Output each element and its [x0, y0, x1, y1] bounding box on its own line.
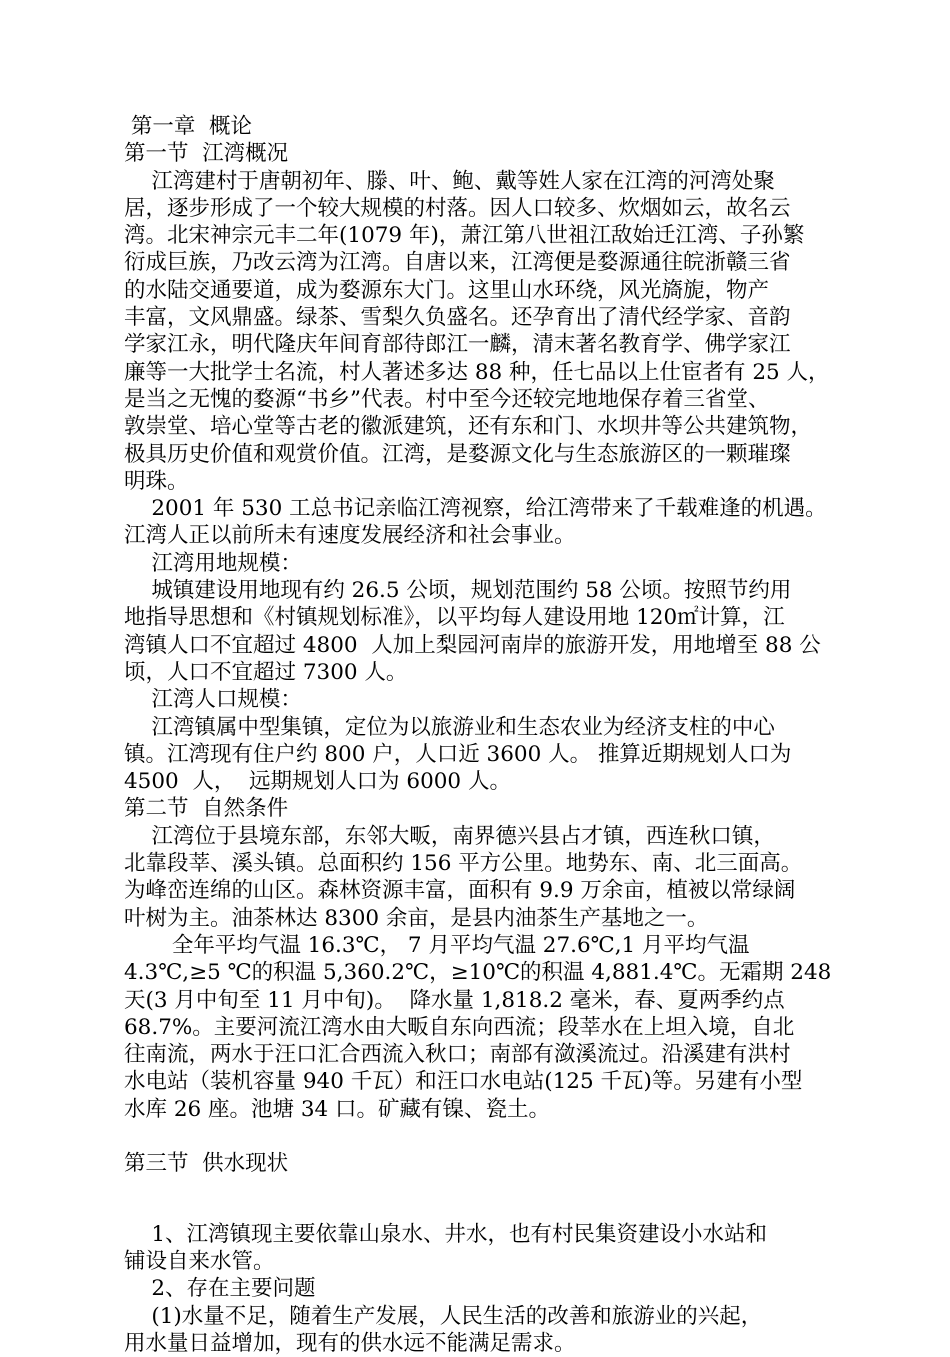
- paragraph-line: 衍成巨族，乃改云湾为江湾。自唐以来，江湾便是婺源通往皖浙赣三省: [124, 250, 791, 276]
- paragraph-line: 江湾人正以前所未有速度发展经济和社会事业。: [124, 523, 576, 549]
- paragraph-line: 叶树为主。油茶林达 8300 余亩，是县内油茶生产基地之一。: [124, 905, 709, 931]
- blank-line: [124, 1123, 842, 1150]
- paragraph-line: 水库 26 座。池塘 34 口。矿藏有镍、瓷土。: [124, 1096, 551, 1122]
- paragraph-line: 居，逐步形成了一个较大规模的村落。因人口较多、炊烟如云，故名云: [124, 195, 791, 221]
- paragraph-line: 的水陆交通要道，成为婺源东大门。这里山水环绕，风光旖旎，物产: [124, 277, 770, 303]
- paragraph-line: 镇。江湾现有住户约 800 户，人口近 3600 人。 推算近期规划人口为: [124, 741, 792, 767]
- paragraph-line: 敦崇堂、培心堂等古老的徽派建筑，还有东和门、水坝井等公共建筑物，: [124, 414, 813, 440]
- paragraph-line: 4.3℃,≥5 ℃的积温 5,360.2℃，≥10℃的积温 4,881.4℃。无霜期 248: [124, 960, 832, 986]
- paragraph-line: 全年平均气温 16.3℃， 7 月平均气温 27.6℃,1 月平均气温: [124, 932, 750, 958]
- paragraph-line: 明珠。: [124, 468, 189, 494]
- paragraph-line: 湾。北宋神宗元丰二年(1079 年)，萧江第八世祖江敌始迁江湾、子孙繁: [124, 223, 805, 249]
- paragraph-line: 江湾建村于唐朝初年、滕、叶、鲍、戴等姓人家在江湾的河湾处聚: [124, 168, 775, 194]
- paragraph-line: 学家江永，明代隆庆年间育部待郎江一麟，清末著名教育学、佛学家江: [124, 332, 791, 358]
- paragraph-line: 水电站（装机容量 940 千瓦）和汪口水电站(125 千瓦)等。另建有小型: [124, 1069, 803, 1095]
- paragraph-line: 地指导思想和《村镇规划标准》，以平均每人建设用地 120㎡计算，江: [124, 605, 785, 631]
- paragraph-line: 顷，人口不宜超过 7300 人。: [124, 659, 408, 685]
- section-heading: 第一节 江湾概况: [124, 141, 289, 167]
- subheading: 江湾人口规模：: [124, 687, 302, 713]
- subheading: 2、存在主要问题: [124, 1276, 316, 1302]
- paragraph-line: 为峰峦连绵的山区。森林资源丰富，面积有 9.9 万余亩，植被以常绿阔: [124, 878, 796, 904]
- paragraph-line: 铺设自来水管。: [124, 1249, 275, 1275]
- paragraph-line: 湾镇人口不宜超过 4800 人加上梨园河南岸的旅游开发，用地增至 88 公: [124, 632, 821, 658]
- paragraph-line: 天(3 月中旬至 11 月中旬)。 降水量 1,818.2 毫米，春、夏两季约点: [124, 987, 785, 1013]
- paragraph-line: 极具历史价值和观赏价值。江湾，是婺源文化与生态旅游区的一颗璀璨: [124, 441, 791, 467]
- section-heading: 第二节 自然条件: [124, 796, 289, 822]
- blank-line: [124, 1178, 842, 1205]
- chapter-title: 第一章 概论: [124, 114, 253, 139]
- paragraph-line: 廉等一大批学士名流，村人著述多达 88 种，任七品以上仕宦者有 25 人，: [124, 359, 830, 385]
- paragraph-line: 是当之无愧的婺源“书乡”代表。村中至今还较完地地保存着三省堂、: [124, 386, 770, 412]
- document-body: [124, 113, 842, 1357]
- paragraph-line: 江湾镇属中型集镇，定位为以旅游业和生态农业为经济支柱的中心: [124, 714, 775, 740]
- paragraph-line: 2001 年 530 工总书记亲临江湾视察，给江湾带来了千载难逢的机遇。: [124, 496, 827, 522]
- paragraph-line: 用水量日益增加，现有的供水远不能满足需求。: [124, 1331, 576, 1357]
- section-heading: 第三节 供水现状: [124, 1151, 289, 1177]
- paragraph-line: 1、江湾镇现主要依靠山泉水、井水，也有村民集资建设小水站和: [124, 1221, 768, 1247]
- blank-line: [124, 1205, 842, 1221]
- paragraph-line: 往南流，两水于汪口汇合西流入秋口；南部有潋溪流过。沿溪建有洪村: [124, 1042, 791, 1068]
- subheading: 江湾用地规模：: [124, 550, 302, 576]
- paragraph-line: 68.7%。主要河流江湾水由大畈自东向西流；段莘水在上坦入境，自北: [124, 1014, 795, 1040]
- paragraph-line: 4500 人， 远期规划人口为 6000 人。: [124, 769, 511, 795]
- paragraph-line: 北靠段莘、溪头镇。总面积约 156 平方公里。地势东、南、北三面高。: [124, 851, 803, 877]
- paragraph-line: 江湾位于县境东部，东邻大畈，南界德兴县占才镇，西连秋口镇，: [124, 823, 775, 849]
- paragraph-line: 丰富，文风鼎盛。绿茶、雪梨久负盛名。还孕育出了清代经学家、音韵: [124, 305, 791, 331]
- paragraph-line: 城镇建设用地现有约 26.5 公顷，规划范围约 58 公顷。按照节约用: [124, 578, 792, 604]
- paragraph-line: (1)水量不足，随着生产发展，人民生活的改善和旅游业的兴起，: [124, 1303, 763, 1329]
